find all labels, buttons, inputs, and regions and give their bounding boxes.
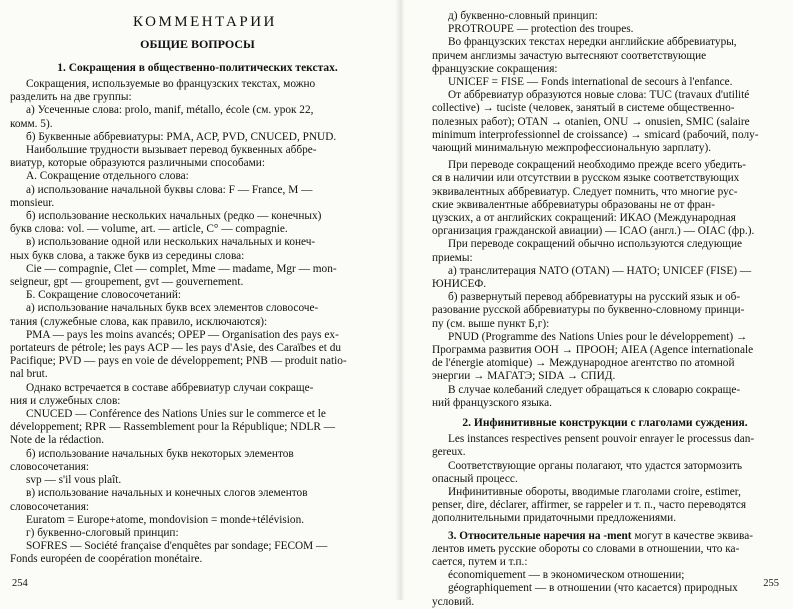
text-line: économiquement — в экономическом отношении;	[448, 569, 685, 582]
text-line: Однако встречается в составе аббревиатур случаи сокраще-	[26, 381, 314, 394]
text-line: условий.	[432, 595, 475, 608]
text-line: Б. Сокращение словосочетаний:	[26, 289, 182, 302]
text-line: penser, dire, déclarer, affirmer, se rappeler и т. п., часто переводятся	[432, 499, 747, 512]
text-line: лентов иметь русские обороты со словами в отношении, что ка-	[432, 542, 740, 555]
subsection-title: 1. Сокращения в общественно-политических текстах.	[57, 62, 338, 74]
text-line: а) использование начальных букв всех элементов словосоче-	[26, 302, 319, 315]
text-line: Euratom = Europe+atome, mondovision = monde+télévision.	[26, 513, 305, 526]
text-line: б) развернутый перевод аббревиатуры на русский язык и об-	[448, 291, 741, 304]
text-line: букв слова: vol. — volume, art. — article, C° — compagnie.	[10, 223, 288, 236]
text-line: организация гражданской авиации) — ICAO (англ.) — OIAC (фр.).	[432, 225, 755, 238]
text-line: словосочетания:	[10, 460, 90, 473]
text-line: опасный процесс.	[432, 472, 518, 485]
text-line: б) использование начальных букв некоторых элементов	[26, 447, 294, 460]
text-line: ных букв слова, а также букв из середины слова:	[10, 249, 245, 262]
text-line: причем англизмы зачастую вытесняют соответствующие	[432, 49, 707, 62]
text-line: Pacifique; PVD — pays en voie de développement; PNB — produit natio-	[10, 355, 347, 368]
text-line: чающий минимальную межпрофессиональную зарплату).	[432, 142, 712, 155]
text-line: В случае колебаний следует обращаться к словарю сокраще-	[448, 383, 741, 396]
text-line: de l'énergie atomique) → Международное агентство по атомной	[432, 357, 735, 370]
right-page-text	[432, 10, 778, 609]
right-page	[400, 0, 793, 608]
text-line: разование русской аббревиатуры по буквенно-словному принци-	[432, 304, 745, 317]
text-line: PNUD (Programme des Nations Unies pour le développement) →	[448, 330, 748, 343]
text-line: б) использование нескольких начальных (редко — конечных)	[26, 210, 322, 223]
text-line: ний французского языка.	[432, 396, 552, 409]
text-line: Les instances respectives pensent pouvoir enrayer le processus dan-	[448, 433, 755, 446]
text-line: виатур, которые образуются различными способами:	[10, 157, 265, 170]
text-line: пу (см. выше пункт Б,г):	[432, 317, 550, 330]
text-line: тания (служебные слова, как правило, исключаются):	[10, 315, 268, 328]
text-line: nal brut.	[10, 368, 48, 381]
text-line: collective) → tuciste (человек, занятый в системе общественно-	[432, 102, 735, 115]
section-title: ОБЩИЕ ВОПРОСЫ	[140, 37, 255, 51]
text-line: От аббревиатур образуются новые слова: TUC (travaux d'utilité	[448, 89, 750, 102]
text-line: seigneur, gpt — groupement, gvt — gouvernement.	[10, 276, 244, 289]
text-line: géographiquement — в отношении (что касается) природных	[448, 582, 738, 595]
text-line: CNUCED — Conférence des Nations Unies sur le commerce et le	[26, 408, 326, 421]
text-line: développement; RPR — Rassemblement pour la République; NDLR —	[10, 421, 336, 434]
text-line: ЮНИСЕФ.	[432, 278, 487, 291]
text-line: SOFRES — Société française d'enquêtes par sondage; FECOM —	[26, 540, 328, 553]
text-line: PROTROUPE — protection des troupes.	[448, 23, 634, 36]
page-number: 255	[763, 578, 779, 589]
text-line: При переводе сокращений обычно используются следующие	[448, 238, 743, 251]
text-line	[432, 530, 778, 543]
text-line: дополнительными придаточными предложениями.	[432, 512, 677, 525]
text-line: Наибольшие трудности вызывает перевод буквенных аббре-	[26, 144, 317, 157]
text-line: PMA — pays les moins avancés; OPEP — Organisation des pays ex-	[26, 328, 339, 341]
text-line: Соответствующие органы полагают, что удастся затормозить	[448, 459, 743, 472]
text-line: г) буквенно-слоговый принцип:	[26, 526, 179, 539]
text-line: svp — s'il vous plaît.	[26, 474, 122, 487]
page-header: КОММЕНТАРИИ	[133, 14, 277, 30]
text-line: Во французских текстах нередки английские аббревиатуры,	[448, 36, 737, 49]
text-line: д) буквенно-словный принцип:	[448, 10, 598, 22]
text-line: portateurs de pétrole; les pays ACP — les pays d'Asie, des Caraïbes et du	[10, 342, 342, 355]
text-line: энергии → МАГАТЭ; SIDA → СПИД.	[432, 370, 616, 383]
text-line: а) использование начальной буквы слова: F — France, M —	[26, 183, 313, 196]
text-line: Инфинитивные обороты, вводимые глаголами croire, estimer,	[448, 485, 741, 498]
subsection-title: 2. Инфинитивные конструкции с глаголами суждения.	[462, 417, 748, 430]
text-line: При переводе сокращений необходимо прежде всего убедить-	[448, 159, 746, 172]
text-line: UNICEF = FISE — Fonds international de secours à l'enfance.	[448, 76, 733, 89]
subsection-lead: 3. Относительные наречия на -ment	[448, 529, 632, 542]
text-line: приемы:	[432, 251, 473, 264]
text-line: gereux.	[432, 446, 466, 459]
text-line: словосочетания:	[10, 500, 90, 513]
text-line: А. Сокращение отдельного слова:	[26, 170, 189, 183]
text-line: Cie — compagnie, Clet — complet, Mme — madame, Mgr — mon-	[26, 262, 337, 275]
text-line: в) использование начальных и конечных слогов элементов	[26, 487, 308, 500]
text-line: разделить на две группы:	[10, 91, 132, 104]
text-fragment: могут в качестве эквива-	[634, 529, 753, 542]
text-line: minimum interprofessionnel de croissance) → smicard (рабочий, полу-	[432, 128, 759, 141]
page-number: 254	[12, 578, 28, 589]
text-line: французские сокращения:	[432, 62, 558, 75]
text-line: эквивалентных аббревиатур. Следует помнить, что многие рус-	[432, 185, 738, 198]
text-line: Программа развития ООН → ПРООН; AIEA (Agence internationale	[432, 344, 754, 357]
text-line: ся в наличии или отсутствии в русском языке соответствующих	[432, 172, 740, 185]
text-line: Note de la rédaction.	[10, 434, 105, 447]
text-line: комм. 5).	[10, 117, 53, 130]
left-page-text	[10, 10, 385, 567]
text-line: сается, путем и т.п.:	[432, 555, 528, 568]
text-line: а) транслитерация NATO (OTAN) — НАТО; UNICEF (FISE) —	[448, 264, 752, 277]
text-line: цузских, а от английских сокращений: ИКАО (Международная	[432, 212, 736, 225]
text-line: б) Буквенные аббревиатуры: PMA, ACP, PVD, CNUCED, PNUD.	[26, 130, 337, 143]
text-line: ские эквивалентные аббревиатуры образованы не от фран-	[432, 198, 715, 211]
text-line: Fonds européen de coopération monétaire.	[10, 553, 203, 566]
text-line: monsieur.	[10, 196, 55, 209]
text-line: полезных работ); OTAN → otanien, ONU → onusien, SMIC (salaire	[432, 115, 750, 128]
text-line: Сокращения, используемые во французских текстах, можно	[26, 78, 316, 90]
text-line: а) Усеченные слова: prolo, manif, métallo, école (см. урок 22,	[26, 104, 314, 117]
text-line: ния и служебных слов:	[10, 394, 121, 407]
left-page	[0, 0, 400, 600]
text-line: в) использование одной или нескольких начальных и конеч-	[26, 236, 316, 249]
